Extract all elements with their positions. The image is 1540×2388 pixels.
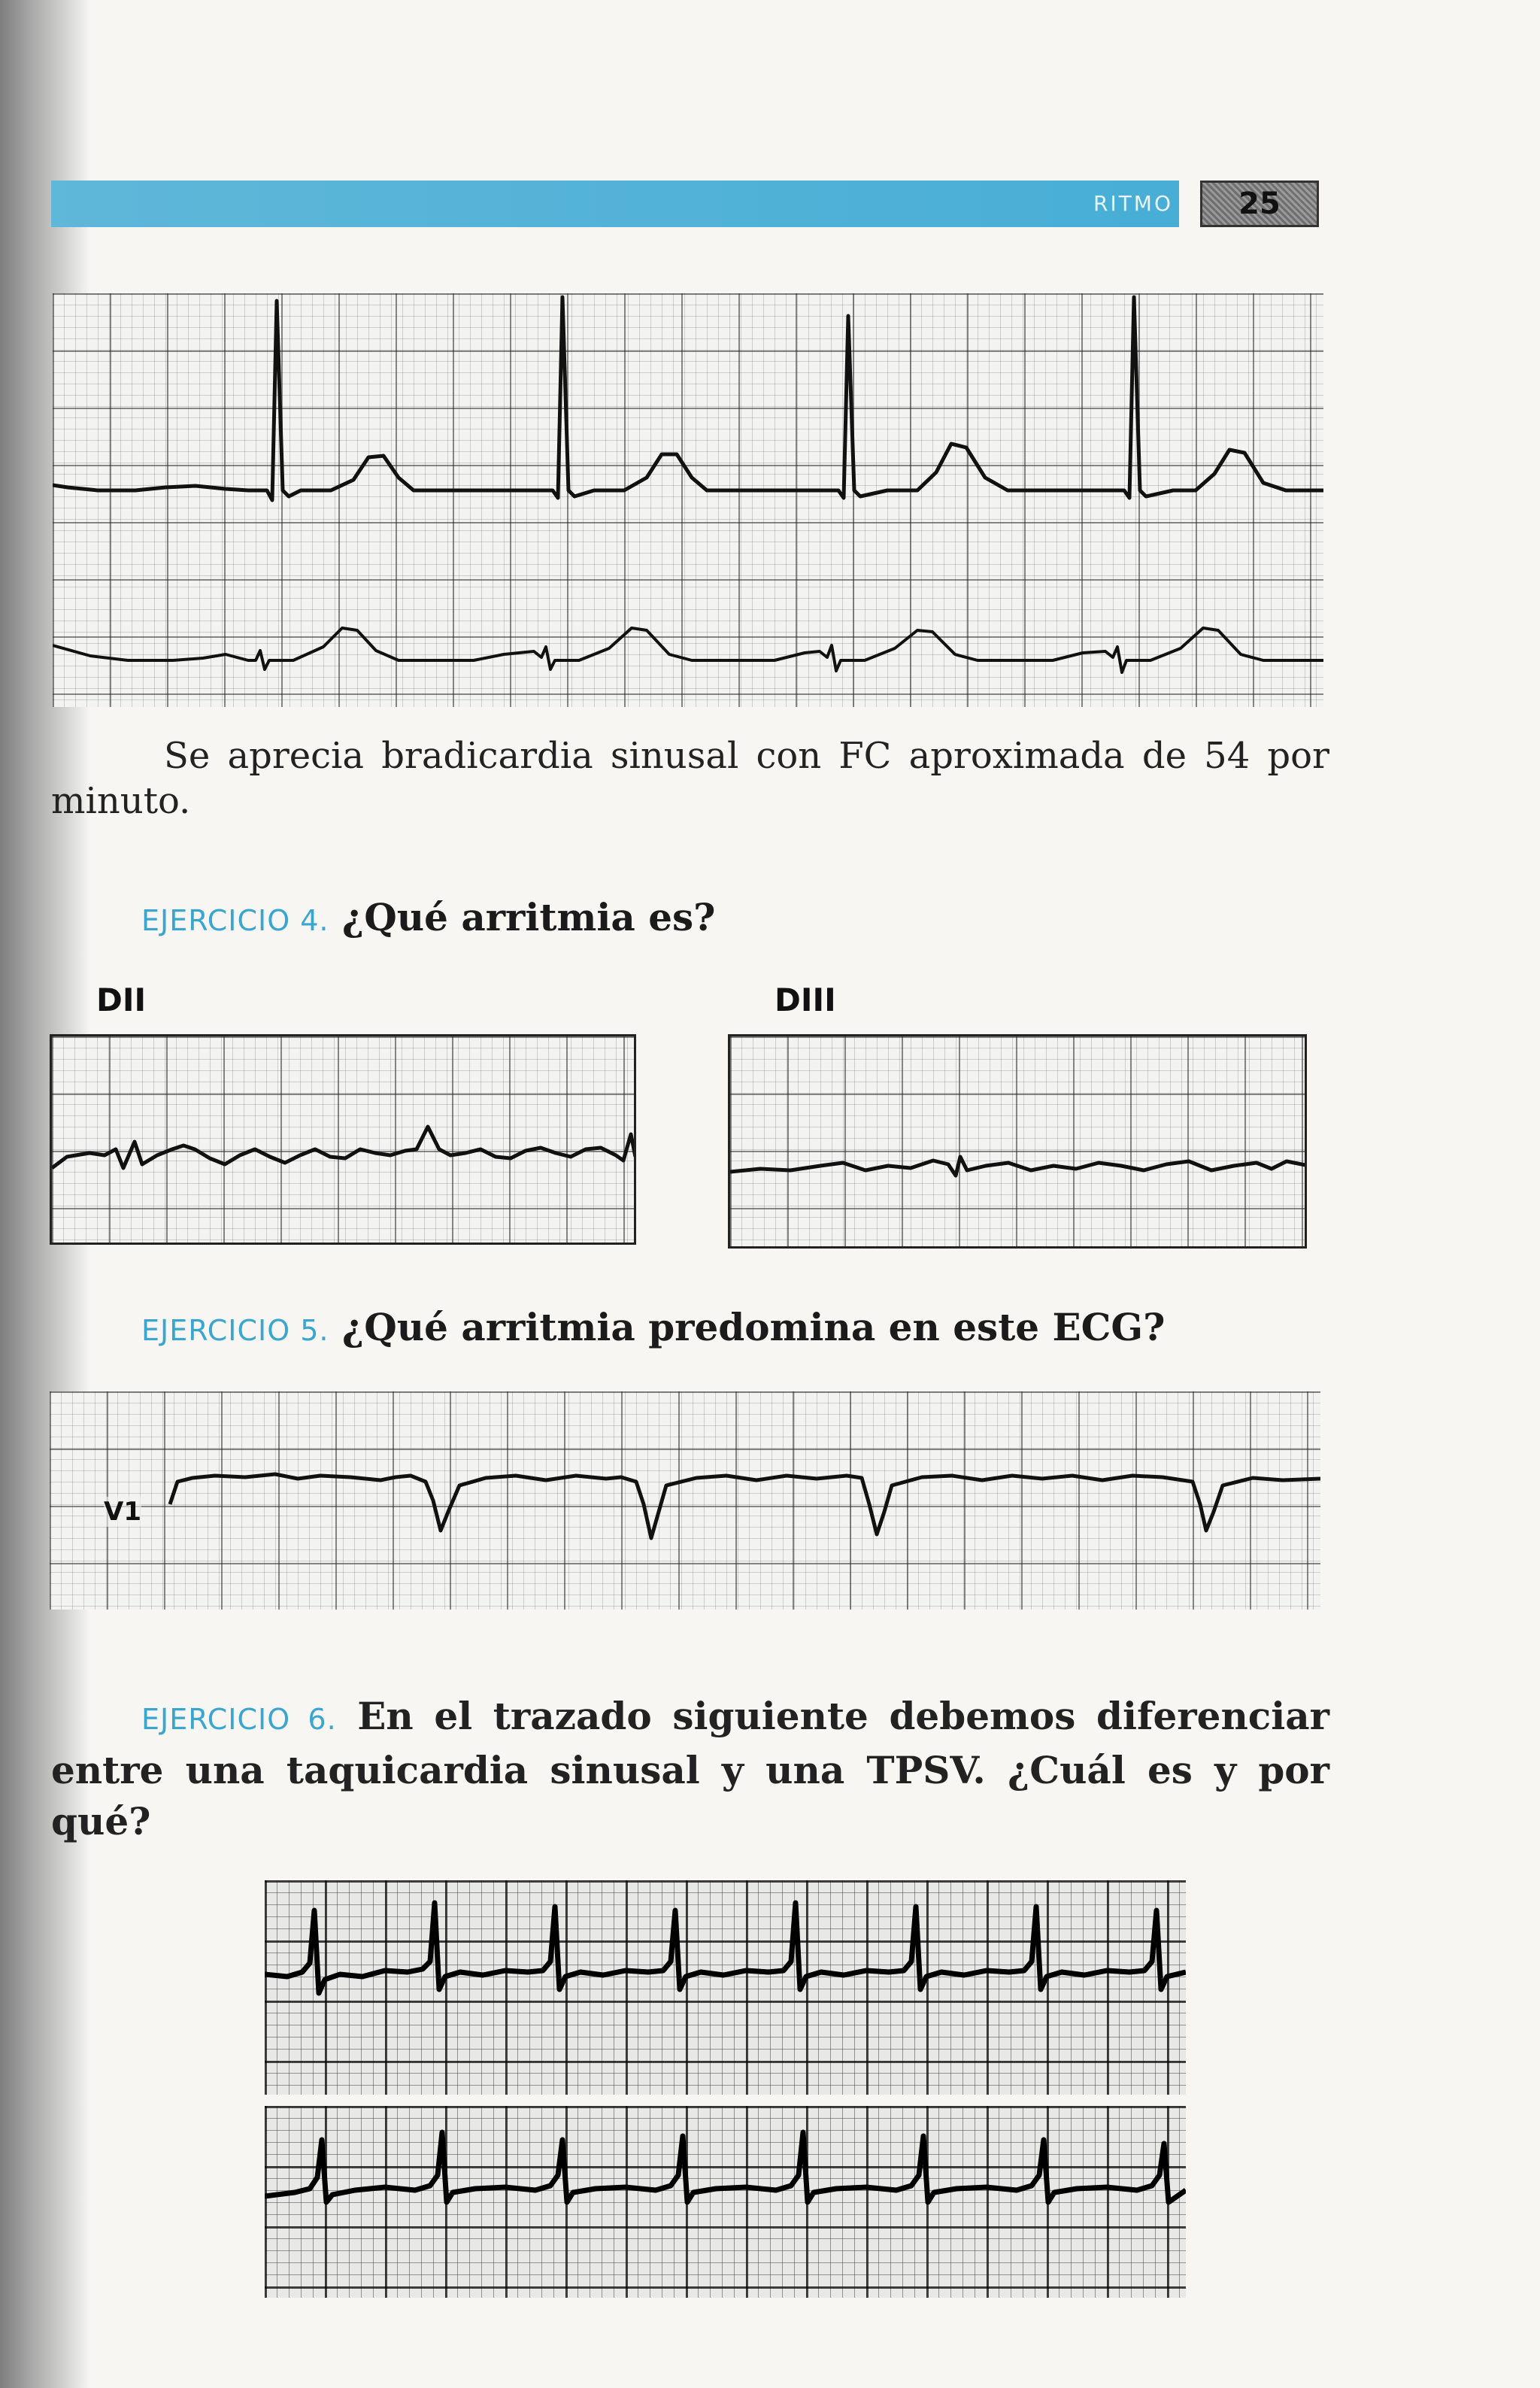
- ecg-trace-diii: [730, 1036, 1307, 1249]
- exercise5-label: EJERCICIO 5.: [141, 1314, 329, 1347]
- lead-label-dii: DII: [96, 982, 147, 1018]
- ecg-trace-dii: [52, 1036, 636, 1245]
- section-title: RITMO: [1093, 191, 1173, 216]
- ecg-strip-dii: [50, 1034, 636, 1245]
- ecg-trace-tachy-2: [265, 2106, 1186, 2298]
- page-number: 25: [1200, 181, 1319, 227]
- ecg-trace-row1: [53, 297, 1323, 500]
- ecg-trace-tachy-1: [265, 1880, 1186, 2095]
- ecg-strip-tachy-2: [265, 2106, 1186, 2298]
- exercise4-question: ¿Qué arritmia es?: [341, 895, 716, 939]
- exercise6-question: En el trazado siguiente debemos diferenciar entre una taquicardia sinusal y una TPSV. ¿Cuál es y por qué?: [51, 1694, 1329, 1843]
- ecg-strip-v1: [50, 1391, 1320, 1610]
- exercise6-text: [51, 1691, 1329, 1847]
- ecg-trace-bradycardia: [53, 293, 1323, 707]
- exercise4-heading: [141, 895, 715, 939]
- ecg-strip-tachy-1: [265, 1880, 1186, 2095]
- lead-label-v1: V1: [104, 1497, 141, 1527]
- ecg-trace-row2: [53, 628, 1323, 672]
- ecg-strip-bradycardia: [53, 293, 1323, 707]
- chapter-header-bar: [51, 181, 1179, 227]
- ecg-trace-v1: [50, 1391, 1320, 1610]
- exercise5-question: ¿Qué arritmia predomina en este ECG?: [341, 1305, 1166, 1349]
- exercise3-answer-text: Se aprecia bradicardia sinusal con FC aproximada de 54 por minuto.: [51, 735, 1329, 822]
- exercise6-label: EJERCICIO 6.: [141, 1703, 337, 1736]
- exercise5-heading: [141, 1305, 1165, 1349]
- exercise4-label: EJERCICIO 4.: [141, 904, 329, 937]
- ecg-strip-diii: [728, 1034, 1307, 1249]
- lead-label-diii: DIII: [775, 982, 836, 1018]
